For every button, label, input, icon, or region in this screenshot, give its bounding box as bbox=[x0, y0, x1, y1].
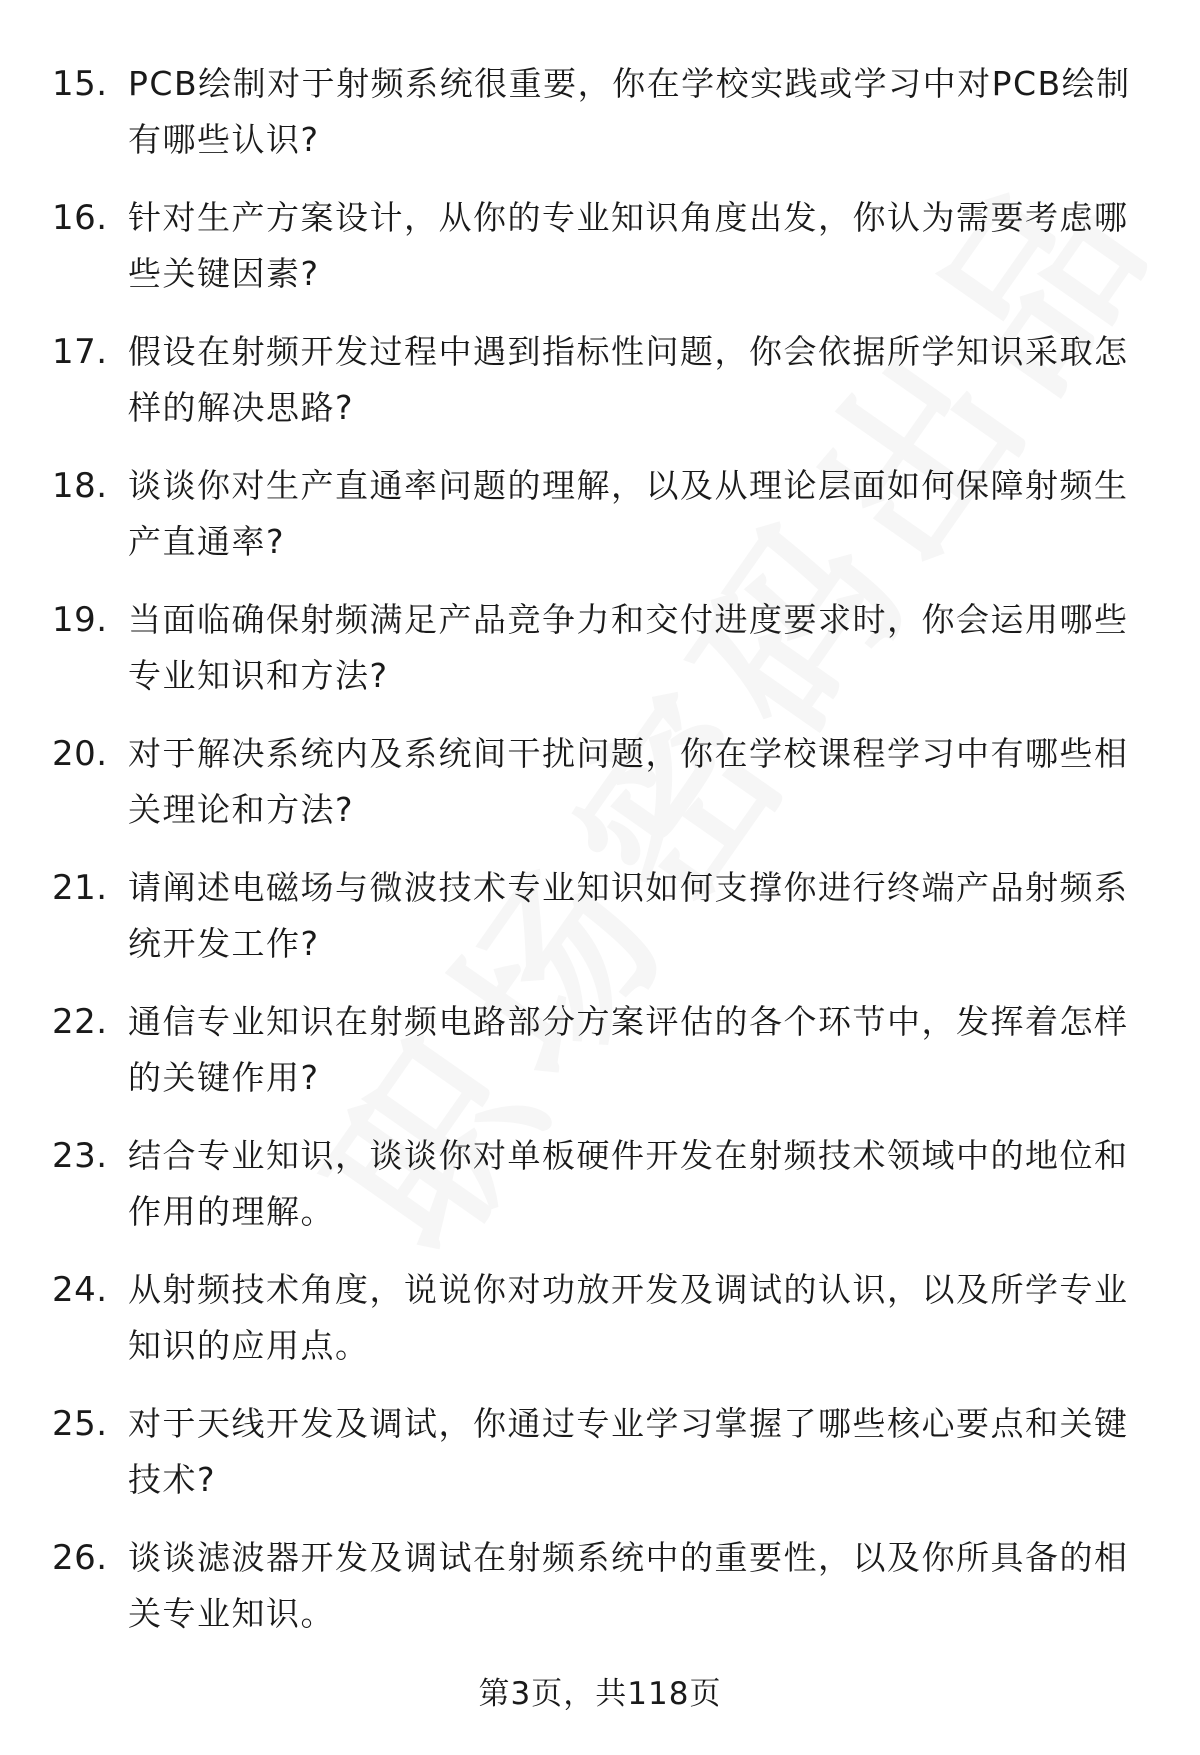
list-item bbox=[0, 56, 1200, 190]
question-text: 谈谈滤波器开发及调试在射频系统中的重要性，以及你所具备的相关专业知识。 bbox=[128, 1538, 1129, 1633]
question-number: 17. bbox=[52, 332, 108, 372]
question-number: 23. bbox=[52, 1136, 108, 1176]
question-number: 22. bbox=[52, 1002, 108, 1042]
question-text: 从射频技术角度，说说你对功放开发及调试的认识，以及所学专业知识的应用点。 bbox=[128, 1270, 1129, 1365]
question-number: 18. bbox=[52, 466, 108, 506]
question-text: PCB绘制对于射频系统很重要，你在学校实践或学习中对PCB绘制有哪些认识? bbox=[128, 64, 1131, 159]
question-text: 请阐述电磁场与微波技术专业知识如何支撑你进行终端产品射频系统开发工作? bbox=[128, 868, 1129, 963]
question-number: 26. bbox=[52, 1538, 108, 1578]
list-item bbox=[0, 726, 1200, 860]
list-item bbox=[0, 190, 1200, 324]
question-number: 20. bbox=[52, 734, 108, 774]
question-text: 假设在射频开发过程中遇到指标性问题，你会依据所学知识采取怎样的解决思路? bbox=[128, 332, 1129, 427]
page-indicator: 第3页，共118页 bbox=[478, 1676, 722, 1712]
list-item bbox=[0, 1262, 1200, 1396]
question-number: 24. bbox=[52, 1270, 108, 1310]
question-number: 19. bbox=[52, 600, 108, 640]
question-number: 21. bbox=[52, 868, 108, 908]
question-text: 当面临确保射频满足产品竞争力和交付进度要求时，你会运用哪些专业知识和方法? bbox=[128, 600, 1129, 695]
question-list bbox=[0, 56, 1200, 1664]
question-text: 对于天线开发及调试，你通过专业学习掌握了哪些核心要点和关键技术? bbox=[128, 1404, 1129, 1499]
question-text: 针对生产方案设计，从你的专业知识角度出发，你认为需要考虑哪些关键因素? bbox=[128, 198, 1129, 293]
list-item bbox=[0, 324, 1200, 458]
list-item bbox=[0, 860, 1200, 994]
list-item bbox=[0, 1396, 1200, 1530]
list-item bbox=[0, 1128, 1200, 1262]
question-number: 25. bbox=[52, 1404, 108, 1444]
question-number: 16. bbox=[52, 198, 108, 238]
question-text: 对于解决系统内及系统间干扰问题，你在学校课程学习中有哪些相关理论和方法? bbox=[128, 734, 1129, 829]
list-item bbox=[0, 994, 1200, 1128]
list-item bbox=[0, 592, 1200, 726]
list-item bbox=[0, 1530, 1200, 1664]
question-number: 15. bbox=[52, 64, 108, 104]
list-item bbox=[0, 458, 1200, 592]
question-text: 结合专业知识，谈谈你对单板硬件开发在射频技术领域中的地位和作用的理解。 bbox=[128, 1136, 1129, 1231]
question-text: 通信专业知识在射频电路部分方案评估的各个环节中，发挥着怎样的关键作用? bbox=[128, 1002, 1129, 1097]
question-text: 谈谈你对生产直通率问题的理解，以及从理论层面如何保障射频生产直通率? bbox=[128, 466, 1129, 561]
